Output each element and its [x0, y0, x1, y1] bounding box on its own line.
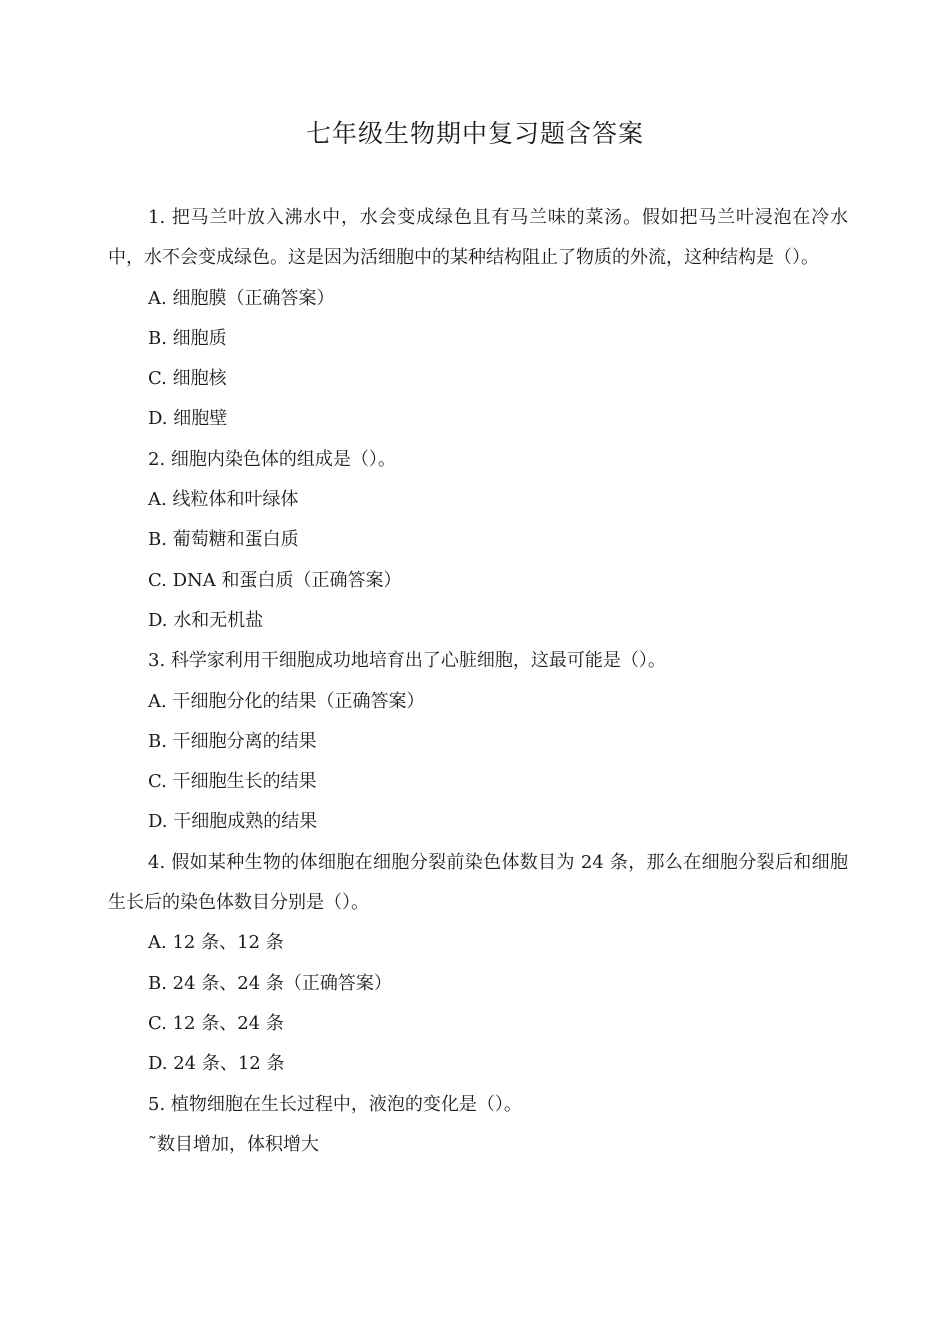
- question-stem: 1. 把马兰叶放入沸水中，水会变成绿色且有马兰味的菜汤。假如把马兰叶浸泡在冷水中，水不会变成绿色。这是因为活细胞中的某种结构阻止了物质的外流，这种结构是（）。: [108, 207, 848, 269]
- option-a: A. 线粒体和叶绿体: [148, 489, 299, 511]
- option-b: B. 细胞质: [148, 327, 227, 349]
- question-stem: 2. 细胞内染色体的组成是（）。: [148, 448, 396, 470]
- document-title: 七年级生物期中复习题含答案: [305, 119, 644, 148]
- option-a: ˜数目增加，体积增大: [148, 1133, 319, 1155]
- question-stem: 5. 植物细胞在生长过程中，液泡的变化是（）。: [148, 1093, 522, 1115]
- question-5: [108, 1085, 848, 1166]
- question-1: [108, 198, 848, 440]
- option-d: D. 细胞壁: [148, 408, 228, 430]
- option-d: D. 24 条、12 条: [148, 1053, 285, 1075]
- option-a: A. 12 条、12 条: [148, 932, 284, 954]
- option-d: D. 水和无机盐: [148, 609, 264, 631]
- option-b: B. 24 条、24 条（正确答案）: [148, 972, 392, 994]
- option-c: C. 干细胞生长的结果: [148, 771, 317, 793]
- question-2: [108, 440, 848, 641]
- option-b: B. 干细胞分离的结果: [148, 730, 317, 752]
- question-stem: 3. 科学家利用干细胞成功地培育出了心脏细胞，这最可能是（）。: [148, 650, 666, 672]
- option-b: B. 葡萄糖和蛋白质: [148, 529, 299, 551]
- question-4: [108, 843, 848, 1085]
- option-c: C. DNA 和蛋白质（正确答案）: [148, 569, 402, 591]
- option-a: A. 细胞膜（正确答案）: [148, 287, 335, 309]
- question-list: [108, 198, 848, 1165]
- option-a: A. 干细胞分化的结果（正确答案）: [148, 690, 425, 712]
- option-c: C. 细胞核: [148, 368, 227, 390]
- option-d: D. 干细胞成熟的结果: [148, 811, 318, 833]
- option-c: C. 12 条、24 条: [148, 1012, 284, 1034]
- question-stem: 4. 假如某种生物的体细胞在细胞分裂前染色体数目为 24 条，那么在细胞分裂后和细胞生长后的染色体数目分别是（）。: [108, 851, 848, 914]
- question-3: [108, 641, 848, 842]
